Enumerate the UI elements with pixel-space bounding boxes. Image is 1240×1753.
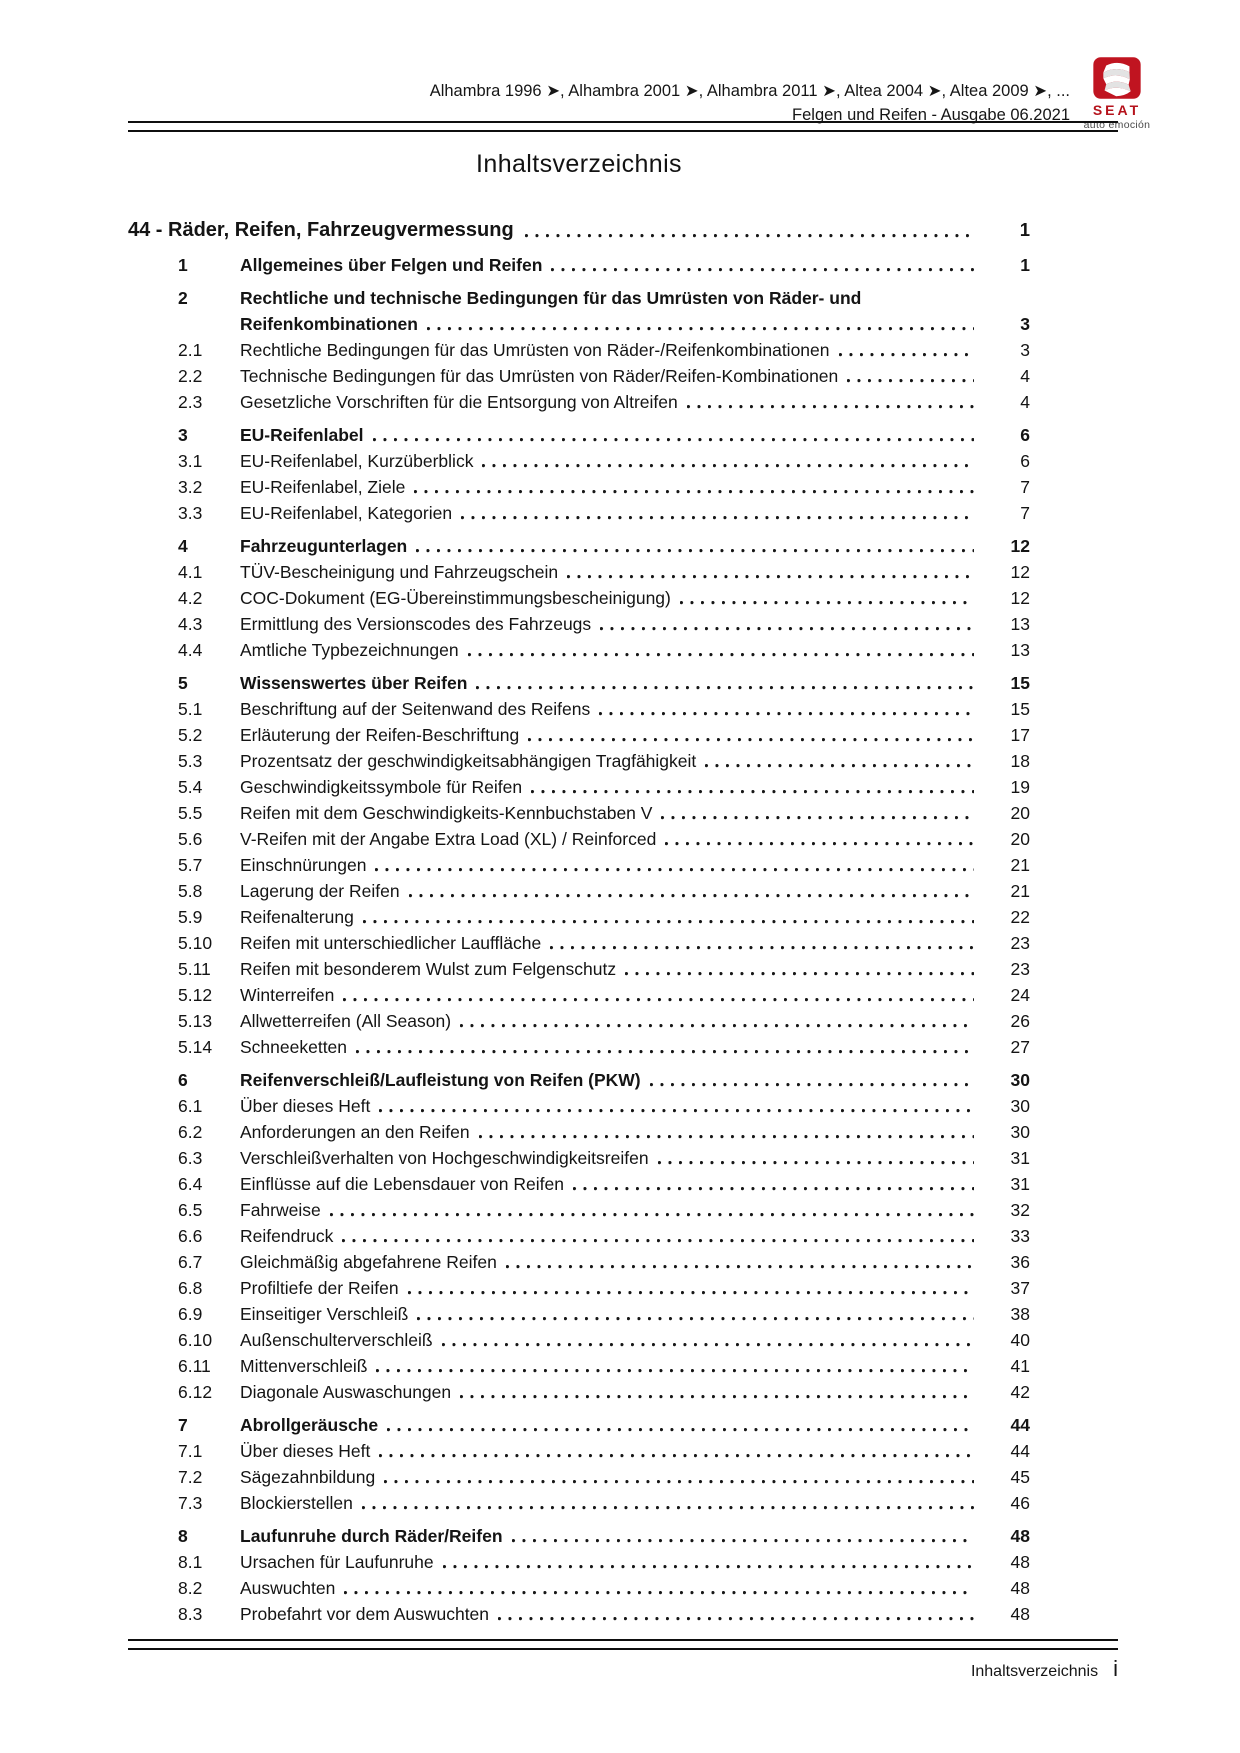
toc-entry-title: Verschleißverhalten von Hochgeschwindigkeitsreifen	[240, 1148, 649, 1168]
dot-leader	[663, 826, 974, 852]
toc-entry-title: Reifenalterung	[240, 907, 354, 927]
toc-entry-title: Ermittlung des Versionscodes des Fahrzeugs	[240, 614, 592, 634]
dot-leader	[385, 1412, 974, 1438]
dot-leader	[459, 500, 974, 526]
page-title: Inhaltsverzeichnis	[476, 150, 682, 178]
dot-leader	[521, 215, 974, 245]
toc-entry	[128, 1464, 1030, 1490]
dot-leader	[648, 1067, 974, 1093]
toc-entry	[128, 774, 1030, 800]
toc-entry-page: 23	[1010, 959, 1030, 979]
toc-entry-title: Amtliche Typbezeichnungen	[240, 640, 459, 660]
dot-leader	[548, 930, 974, 956]
toc-entry-title: Reifen mit besonderem Wulst zum Felgenschutz	[240, 959, 617, 979]
toc-entry-page: 13	[1010, 614, 1030, 634]
toc-entry-title: Über dieses Heft	[240, 1096, 371, 1116]
dot-leader	[837, 337, 974, 363]
toc-entry-title: Einseitiger Verschleiß	[240, 1304, 409, 1324]
header-rule	[128, 121, 1118, 132]
toc-entry-page: 7	[1020, 503, 1030, 523]
dot-leader	[474, 670, 974, 696]
toc-entry-page: 20	[1010, 829, 1030, 849]
toc-entry-title: Allgemeines über Felgen und Reifen	[240, 255, 543, 275]
toc-entry-page: 15	[1010, 699, 1030, 719]
toc-entry	[128, 1067, 1030, 1093]
toc-entry-title: EU-Reifenlabel	[240, 425, 364, 445]
toc-entry-page: 32	[1010, 1200, 1030, 1220]
toc-entry-number: 5.14	[178, 1037, 213, 1057]
toc-entry-number: 6.2	[178, 1122, 203, 1142]
toc-entry-page: 12	[1010, 536, 1030, 556]
toc-entry-title: Reifenverschleiß/Laufleistung von Reifen (PKW)	[240, 1070, 641, 1090]
dot-leader	[360, 1490, 974, 1516]
toc-entry-page: 31	[1010, 1148, 1030, 1168]
toc-entry-number: 2.2	[178, 366, 203, 386]
toc-entry-page: 30	[1010, 1070, 1030, 1090]
dot-leader	[678, 585, 974, 611]
toc-entry-number: 4	[178, 536, 188, 556]
footer-page-number: i	[1113, 1656, 1118, 1681]
dot-leader	[361, 904, 974, 930]
dot-leader	[504, 1249, 974, 1275]
toc-entry	[128, 1353, 1030, 1379]
toc-entry-number: 4.3	[178, 614, 203, 634]
header-models-line: Alhambra 1996 ➤, Alhambra 2001 ➤, Alhambra 2011 ➤, Altea 2004 ➤, Altea 2009 ➤, ...	[429, 82, 1070, 100]
toc-entry	[128, 748, 1030, 774]
toc-entry-title: Wissenswertes über Reifen	[240, 673, 468, 693]
toc-entry-page: 40	[1010, 1330, 1030, 1350]
toc-entry-number: 5.5	[178, 803, 203, 823]
toc-entry	[128, 533, 1030, 559]
toc-entry	[128, 389, 1030, 415]
toc-entry	[128, 611, 1030, 637]
toc-entry-title: Blockierstellen	[240, 1493, 353, 1513]
toc-entry-title: EU-Reifenlabel, Kurzüberblick	[240, 451, 474, 471]
dot-leader	[371, 422, 975, 448]
toc-entry-page: 6	[1020, 425, 1030, 445]
dot-leader	[565, 559, 974, 585]
toc-entry-number: 5.7	[178, 855, 203, 875]
toc-entry-page: 4	[1020, 366, 1030, 386]
dot-leader	[529, 774, 974, 800]
dot-leader	[354, 1034, 974, 1060]
toc-entry-title: Diagonale Auswaschungen	[240, 1382, 452, 1402]
dot-leader	[623, 956, 974, 982]
toc-entry-title: Reifen mit dem Geschwindigkeits-Kennbuchstaben V	[240, 803, 653, 823]
toc-entry	[128, 878, 1030, 904]
dot-leader	[510, 1523, 974, 1549]
toc-entry-title: EU-Reifenlabel, Ziele	[240, 477, 406, 497]
dot-leader	[458, 1379, 974, 1405]
toc-entry-title: Anforderungen an den Reifen	[240, 1122, 470, 1142]
toc-entry	[128, 1523, 1030, 1549]
toc-entry	[128, 1327, 1030, 1353]
toc-entry	[128, 1171, 1030, 1197]
toc-entry-page: 31	[1010, 1174, 1030, 1194]
toc-entry-title: Auswuchten	[240, 1578, 336, 1598]
dot-leader	[341, 982, 974, 1008]
dot-leader	[440, 1327, 974, 1353]
toc-entry-title: Reifenkombinationen	[240, 314, 418, 334]
seat-logo-wordmark: SEAT	[1092, 102, 1142, 118]
dot-leader	[598, 611, 974, 637]
toc-entry	[128, 800, 1030, 826]
toc-entry-page: 48	[1010, 1578, 1030, 1598]
toc-entry-number: 6	[178, 1070, 188, 1090]
toc-entry	[128, 500, 1030, 526]
dot-leader	[477, 1119, 974, 1145]
toc-entry-number: 6.8	[178, 1278, 203, 1298]
toc-entry-page: 21	[1010, 881, 1030, 901]
toc-entry	[128, 1379, 1030, 1405]
toc-entry-title: Lagerung der Reifen	[240, 881, 400, 901]
dot-leader	[415, 1301, 974, 1327]
toc-entry-page: 48	[1010, 1526, 1030, 1546]
toc-entry-page: 33	[1010, 1226, 1030, 1246]
toc-entry-page: 19	[1010, 777, 1030, 797]
dot-leader	[374, 1353, 974, 1379]
toc-entry-title: Mittenverschleiß	[240, 1356, 368, 1376]
toc-entry-number: 4.2	[178, 588, 203, 608]
toc-entry-page: 48	[1010, 1552, 1030, 1572]
toc-entry-number: 8.2	[178, 1578, 203, 1598]
toc-entry-number: 4.1	[178, 562, 203, 582]
toc-entry	[128, 363, 1030, 389]
dot-leader	[340, 1223, 974, 1249]
toc-entry-page: 23	[1010, 933, 1030, 953]
toc-chapter-title: 44 - Räder, Reifen, Fahrzeugvermessung	[128, 219, 514, 241]
content-column	[128, 150, 1030, 1627]
toc-entry-number: 5.11	[178, 959, 211, 979]
toc-entry-page: 48	[1010, 1604, 1030, 1624]
toc-entry	[128, 1490, 1030, 1516]
toc-entry-number: 8	[178, 1526, 188, 1546]
toc-entry	[128, 585, 1030, 611]
toc-entry-title: V-Reifen mit der Angabe Extra Load (XL) / Reinforced	[240, 829, 657, 849]
toc-entry-page: 20	[1010, 803, 1030, 823]
toc-entry-number: 3	[178, 425, 188, 445]
dot-leader	[377, 1438, 974, 1464]
toc-entry-title: EU-Reifenlabel, Kategorien	[240, 503, 453, 523]
toc-entry	[128, 1093, 1030, 1119]
toc-entry-title: Außenschulterverschleiß	[240, 1330, 433, 1350]
toc-entry-page: 30	[1010, 1122, 1030, 1142]
dot-leader	[458, 1008, 974, 1034]
toc-entry	[128, 1601, 1030, 1627]
toc-entry-page: 13	[1010, 640, 1030, 660]
toc-entry-title: Prozentsatz der geschwindigkeitsabhängigen Tragfähigkeit	[240, 751, 697, 771]
toc-entry-title: Geschwindigkeitssymbole für Reifen	[240, 777, 523, 797]
footer-rule	[128, 1639, 1118, 1650]
dot-leader	[703, 748, 974, 774]
toc-entry	[128, 1223, 1030, 1249]
toc-entry-page: 30	[1010, 1096, 1030, 1116]
seat-s-icon	[1082, 56, 1152, 100]
toc-entry	[128, 930, 1030, 956]
toc-entry	[128, 722, 1030, 748]
toc-entry	[128, 1197, 1030, 1223]
toc-chapter-row	[128, 215, 1030, 245]
toc-entry-number: 3.3	[178, 503, 203, 523]
toc-entry-page: 17	[1010, 725, 1030, 745]
toc-entry-page: 27	[1010, 1037, 1030, 1057]
toc-entry-title: Profiltiefe der Reifen	[240, 1278, 399, 1298]
toc-entry	[128, 826, 1030, 852]
toc-entry-number: 5.6	[178, 829, 203, 849]
toc-entry-title: Allwetterreifen (All Season)	[240, 1011, 452, 1031]
toc-entry-number: 5.13	[178, 1011, 213, 1031]
dot-leader	[328, 1197, 974, 1223]
toc-entry-page: 36	[1010, 1252, 1030, 1272]
toc-entry-number: 6.1	[178, 1096, 203, 1116]
seat-logo	[1082, 56, 1152, 131]
toc-entry-page: 45	[1010, 1467, 1030, 1487]
toc-entry-title: Fahrweise	[240, 1200, 321, 1220]
dot-leader	[659, 800, 974, 826]
toc-entry-title: Reifendruck	[240, 1226, 334, 1246]
toc-entry-number: 7.2	[178, 1467, 203, 1487]
toc-entry-number: 7	[178, 1415, 188, 1435]
dot-leader	[597, 696, 974, 722]
dot-leader	[571, 1171, 974, 1197]
toc-entry-title: Schneeketten	[240, 1037, 348, 1057]
toc-entry	[128, 904, 1030, 930]
dot-leader	[373, 852, 974, 878]
toc-entry-title: Erläuterung der Reifen-Beschriftung	[240, 725, 520, 745]
toc-entry-number: 2.3	[178, 392, 203, 412]
toc-entry-number: 1	[178, 255, 188, 275]
toc-entry-number: 4.4	[178, 640, 203, 660]
toc-entry	[128, 1549, 1030, 1575]
toc-entry	[128, 696, 1030, 722]
toc-entry-page: 12	[1010, 588, 1030, 608]
toc-entry-page: 42	[1010, 1382, 1030, 1402]
toc-entry-page: 15	[1010, 673, 1030, 693]
toc-entry-title: Reifen mit unterschiedlicher Lauffläche	[240, 933, 542, 953]
toc-entry-number: 5.9	[178, 907, 203, 927]
toc-entry	[128, 285, 1030, 337]
dot-leader	[425, 311, 974, 337]
toc-entry	[128, 559, 1030, 585]
toc-entry-page: 3	[1020, 314, 1030, 334]
toc-entry-title: TÜV-Bescheinigung und Fahrzeugschein	[240, 562, 559, 582]
toc-entry-page: 1	[1020, 255, 1030, 275]
dot-leader	[412, 474, 974, 500]
toc-entry	[128, 1145, 1030, 1171]
toc-entry-number: 3.2	[178, 477, 203, 497]
dot-leader	[466, 637, 974, 663]
dot-leader	[496, 1601, 974, 1627]
toc-entry-number: 2.1	[178, 340, 203, 360]
toc-entry-title: Ursachen für Laufunruhe	[240, 1552, 434, 1572]
toc	[128, 215, 1030, 1627]
footer-label: Inhaltsverzeichnis	[970, 1663, 1099, 1680]
toc-entry-title: Einschnürungen	[240, 855, 367, 875]
toc-entry-number: 2	[178, 288, 188, 308]
dot-leader	[526, 722, 974, 748]
dot-leader	[342, 1575, 974, 1601]
toc-entry-number: 7.3	[178, 1493, 203, 1513]
toc-entry-number: 6.6	[178, 1226, 203, 1246]
toc-entry-number: 5.2	[178, 725, 203, 745]
toc-entry-number: 6.7	[178, 1252, 203, 1272]
toc-entry-number: 5.12	[178, 985, 213, 1005]
toc-entry-title: Einflüsse auf die Lebensdauer von Reifen	[240, 1174, 564, 1194]
toc-entry	[128, 1008, 1030, 1034]
toc-entry-number: 5.4	[178, 777, 203, 797]
toc-entry-number: 5.8	[178, 881, 203, 901]
toc-entry-title: Winterreifen	[240, 985, 335, 1005]
toc-entry	[128, 1438, 1030, 1464]
seat-logo-tagline: auto emoción	[1083, 119, 1151, 131]
toc-entry	[128, 422, 1030, 448]
toc-entry-page: 37	[1010, 1278, 1030, 1298]
toc-entry-page: 6	[1020, 451, 1030, 471]
toc-entry-number: 5.1	[178, 699, 203, 719]
toc-entry	[128, 670, 1030, 696]
toc-entry-page: 18	[1010, 751, 1030, 771]
dot-leader	[406, 1275, 974, 1301]
toc-entry-page: 12	[1010, 562, 1030, 582]
toc-entry-title: Beschriftung auf der Seitenwand des Reifens	[240, 699, 591, 719]
toc-entry-page: 21	[1010, 855, 1030, 875]
toc-entry-page: 46	[1010, 1493, 1030, 1513]
dot-leader	[656, 1145, 974, 1171]
page-footer	[971, 1656, 1118, 1682]
toc-entry-title: Abrollgeräusche	[240, 1415, 379, 1435]
toc-entry-title: Technische Bedingungen für das Umrüsten von Räder/Reifen-Kombinationen	[240, 366, 839, 386]
toc-entry	[128, 1275, 1030, 1301]
toc-entry-number: 5	[178, 673, 188, 693]
toc-entry	[128, 982, 1030, 1008]
toc-entry-number: 8.1	[178, 1552, 203, 1572]
toc-entry-title: COC-Dokument (EG-Übereinstimmungsbescheinigung)	[240, 588, 671, 608]
toc-entry-page: 3	[1020, 340, 1030, 360]
toc-entry-number: 6.10	[178, 1330, 213, 1350]
toc-entry	[128, 1412, 1030, 1438]
toc-entry-page: 41	[1010, 1356, 1030, 1376]
toc-entry	[128, 252, 1030, 278]
toc-entry-page: 22	[1010, 907, 1030, 927]
toc-entry-number: 6.5	[178, 1200, 203, 1220]
toc-entry-number: 5.3	[178, 751, 203, 771]
toc-entry-title: Probefahrt vor dem Auswuchten	[240, 1604, 490, 1624]
toc-entry-page: 38	[1010, 1304, 1030, 1324]
toc-entry	[128, 448, 1030, 474]
toc-entry-page: 24	[1010, 985, 1030, 1005]
dot-leader	[407, 878, 974, 904]
toc-entry-number: 3.1	[178, 451, 203, 471]
toc-entry	[128, 637, 1030, 663]
toc-list	[128, 252, 1030, 1627]
toc-entry	[128, 852, 1030, 878]
dot-leader	[549, 252, 974, 278]
toc-entry	[128, 1119, 1030, 1145]
toc-entry-page: 26	[1010, 1011, 1030, 1031]
toc-entry-page: 44	[1010, 1415, 1030, 1435]
toc-entry	[128, 1301, 1030, 1327]
toc-entry-page: 44	[1010, 1441, 1030, 1461]
toc-entry-number: 6.9	[178, 1304, 203, 1324]
toc-entry	[128, 1249, 1030, 1275]
dot-leader	[441, 1549, 974, 1575]
toc-entry-title: Gesetzliche Vorschriften für die Entsorgung von Altreifen	[240, 392, 678, 412]
toc-entry-title: Gleichmäßig abgefahrene Reifen	[240, 1252, 497, 1272]
toc-entry	[128, 337, 1030, 363]
toc-entry-title: Fahrzeugunterlagen	[240, 536, 408, 556]
dot-leader	[845, 363, 974, 389]
toc-entry	[128, 1034, 1030, 1060]
dot-leader	[685, 389, 974, 415]
toc-entry-page: 7	[1020, 477, 1030, 497]
dot-leader	[382, 1464, 974, 1490]
toc-entry-title-line1: Rechtliche und technische Bedingungen für das Umrüsten von Räder- und	[240, 288, 862, 308]
dot-leader	[480, 448, 974, 474]
toc-entry-number: 7.1	[178, 1441, 203, 1461]
toc-entry-page: 4	[1020, 392, 1030, 412]
toc-entry	[128, 1575, 1030, 1601]
toc-entry-title: Sägezahnbildung	[240, 1467, 376, 1487]
toc-entry-number: 6.11	[178, 1356, 211, 1376]
toc-entry-number: 5.10	[178, 933, 213, 953]
toc-entry-number: 6.4	[178, 1174, 203, 1194]
dot-leader	[377, 1093, 974, 1119]
toc-entry-number: 6.12	[178, 1382, 213, 1402]
toc-entry-number: 6.3	[178, 1148, 203, 1168]
toc-entry-title: Rechtliche Bedingungen für das Umrüsten von Räder-/Reifenkombinationen	[240, 340, 830, 360]
toc-entry-title: Laufunruhe durch Räder/Reifen	[240, 1526, 503, 1546]
toc-entry-title: Über dieses Heft	[240, 1441, 371, 1461]
page-header	[430, 80, 1070, 127]
toc-chapter-page: 1	[1019, 219, 1030, 240]
dot-leader	[414, 533, 974, 559]
header-edition-line: Felgen und Reifen - Ausgabe 06.2021	[792, 105, 1070, 124]
toc-entry	[128, 956, 1030, 982]
toc-entry	[128, 474, 1030, 500]
toc-entry-number: 8.3	[178, 1604, 203, 1624]
